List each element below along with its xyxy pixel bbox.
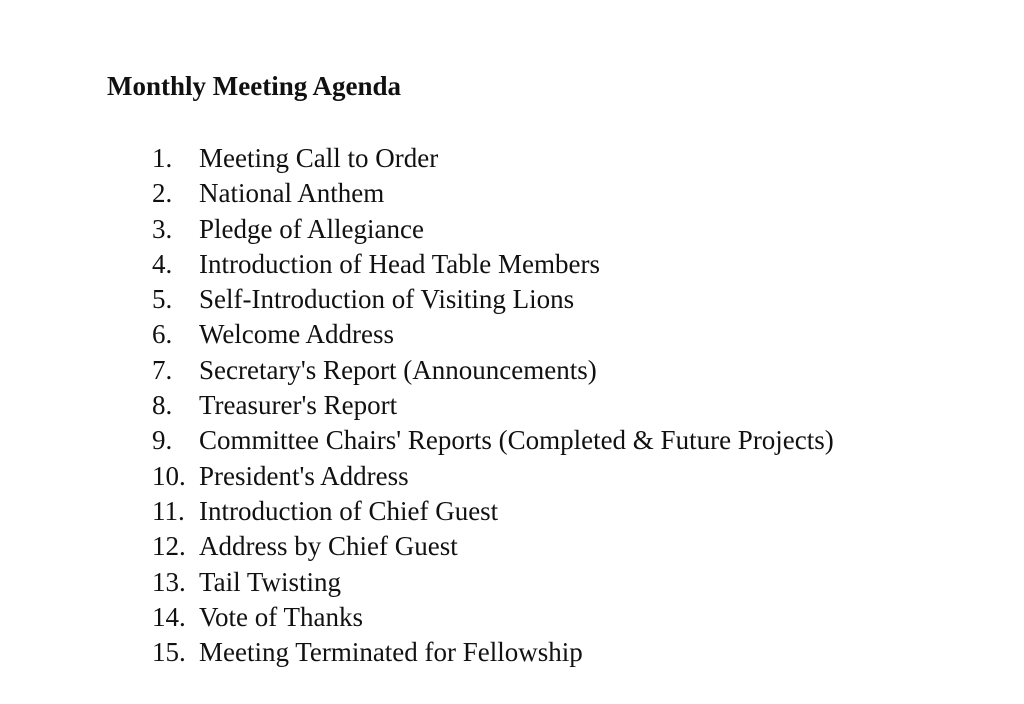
item-number: 14. bbox=[152, 601, 186, 632]
agenda-item bbox=[152, 459, 834, 494]
agenda-item bbox=[152, 282, 834, 317]
item-text: Welcome Address bbox=[199, 319, 395, 350]
item-number: 2. bbox=[152, 178, 173, 209]
item-number: 10. bbox=[152, 460, 186, 491]
item-text: National Anthem bbox=[199, 178, 385, 209]
item-number: 11. bbox=[152, 495, 185, 526]
item-text: Pledge of Allegiance bbox=[199, 213, 424, 244]
item-text: Committee Chairs' Reports (Completed & Future Projects) bbox=[199, 425, 834, 456]
agenda-item bbox=[152, 212, 834, 247]
item-number: 15. bbox=[152, 637, 186, 668]
item-text: Meeting Call to Order bbox=[199, 143, 439, 173]
agenda-item bbox=[152, 600, 834, 635]
item-number: 1. bbox=[152, 143, 173, 173]
item-text: Self-Introduction of Visiting Lions bbox=[199, 284, 575, 315]
item-text: Introduction of Chief Guest bbox=[199, 495, 499, 526]
agenda-item bbox=[152, 494, 834, 529]
agenda-item bbox=[152, 565, 834, 600]
agenda-item bbox=[152, 141, 834, 176]
item-text: Tail Twisting bbox=[199, 566, 341, 597]
agenda-item bbox=[152, 529, 834, 564]
agenda-item bbox=[152, 423, 834, 458]
agenda-item bbox=[152, 247, 834, 282]
agenda-item bbox=[152, 353, 834, 388]
item-number: 12. bbox=[152, 531, 186, 562]
item-number: 13. bbox=[152, 566, 186, 597]
item-text: President's Address bbox=[199, 460, 409, 491]
document-title: Monthly Meeting Agenda bbox=[107, 71, 401, 101]
item-text: Meeting Terminated for Fellowship bbox=[199, 637, 583, 668]
agenda-item bbox=[152, 317, 834, 352]
agenda-item bbox=[152, 388, 834, 423]
agenda-item bbox=[152, 635, 834, 670]
item-number: 7. bbox=[152, 354, 173, 385]
agenda-item bbox=[152, 176, 834, 211]
agenda-list bbox=[152, 141, 834, 670]
item-number: 6. bbox=[152, 319, 173, 350]
item-text: Secretary's Report (Announcements) bbox=[199, 354, 597, 385]
item-number: 8. bbox=[152, 390, 173, 421]
item-number: 9. bbox=[152, 425, 173, 456]
item-text: Vote of Thanks bbox=[199, 601, 363, 632]
item-text: Treasurer's Report bbox=[199, 390, 398, 421]
item-number: 3. bbox=[152, 213, 173, 244]
item-number: 4. bbox=[152, 248, 173, 279]
item-number: 5. bbox=[152, 284, 173, 315]
item-text: Introduction of Head Table Members bbox=[199, 248, 600, 279]
item-text: Address by Chief Guest bbox=[199, 531, 458, 562]
